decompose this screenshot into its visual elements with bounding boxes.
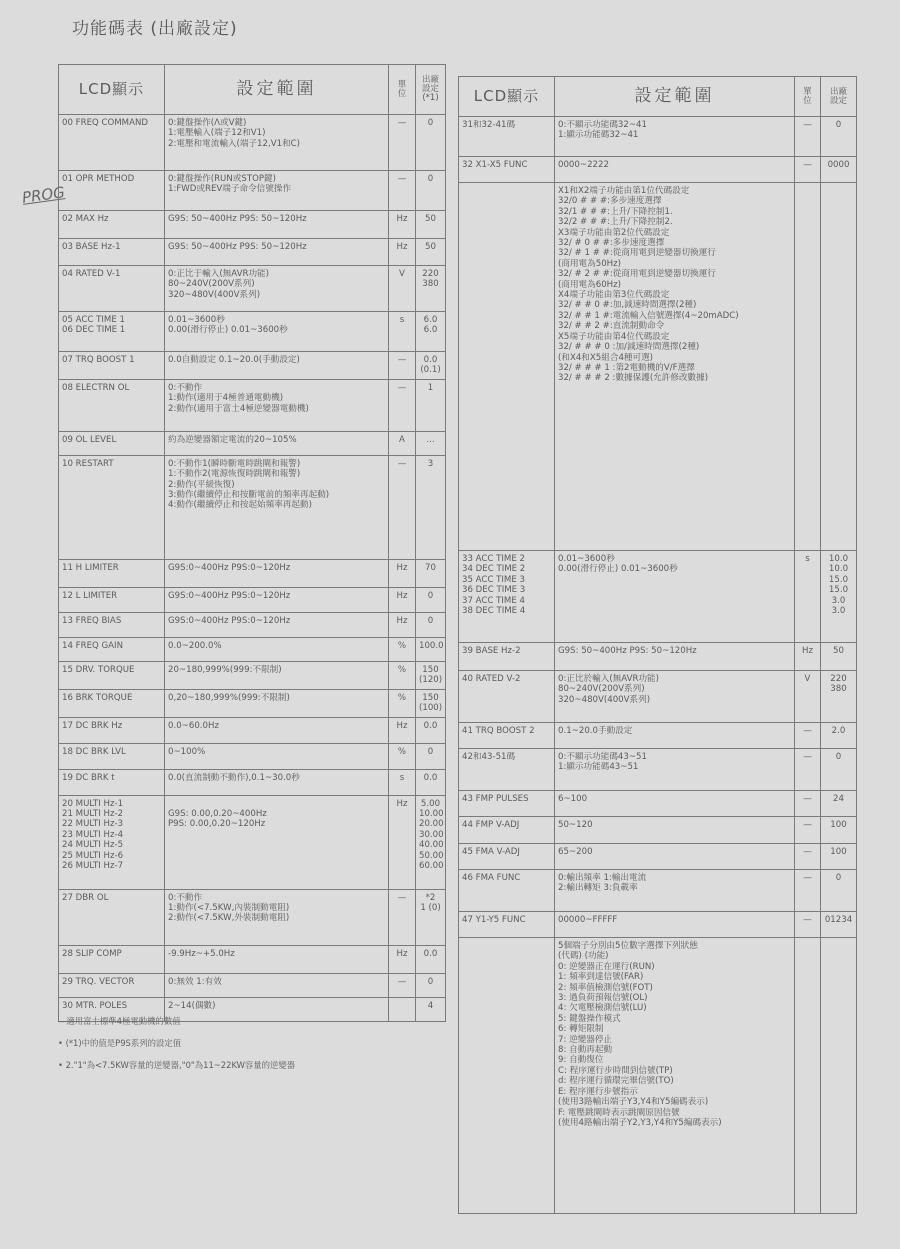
lcd-cell: 05 ACC TIME 1 06 DEC TIME 1 [59, 312, 165, 352]
lcd-cell: 12 L LIMITER [59, 587, 165, 612]
footnote: • (*1)中的值是P9S系列的設定值 [58, 1038, 182, 1048]
default-cell: 2.0 [821, 723, 857, 749]
unit-cell: — [795, 791, 821, 817]
lcd-cell [459, 183, 555, 551]
unit-cell: Hz [389, 795, 416, 889]
table-row [59, 945, 446, 973]
unit-cell: s [795, 551, 821, 643]
lcd-cell: 13 FREQ BIAS [59, 612, 165, 637]
default-cell: 0 [416, 171, 446, 211]
header-unit: 單 位 [795, 77, 821, 117]
lcd-cell: 47 Y1-Y5 FUNC [459, 912, 555, 938]
default-cell: 0.0 (0.1) [416, 352, 446, 380]
range-cell: 0.01~3600秒 0.00(滑行停止) 0.01~3600秒 [555, 551, 795, 643]
lcd-cell: 27 DBR OL [59, 889, 165, 945]
range-cell: G9S: 0.00,0.20~400Hz P9S: 0.00,0.20~120Hz [165, 795, 389, 889]
lcd-cell: 32 X1-X5 FUNC [459, 157, 555, 183]
default-cell [821, 938, 857, 1214]
table-row [459, 551, 857, 643]
unit-cell: — [389, 171, 416, 211]
table-row [59, 266, 446, 312]
table-row [59, 795, 446, 889]
table-row [459, 749, 857, 791]
table-row [459, 844, 857, 870]
range-cell: G9S: 50~400Hz P9S: 50~120Hz [555, 643, 795, 671]
lcd-cell: 11 H LIMITER [59, 559, 165, 587]
unit-cell: V [389, 266, 416, 312]
default-cell: 0 [821, 749, 857, 791]
table-row [459, 791, 857, 817]
range-cell: 00000~FFFFF [555, 912, 795, 938]
lcd-cell: 03 BASE Hz-1 [59, 239, 165, 266]
default-cell: 0 [821, 117, 857, 157]
range-cell: 0:不顯示功能碼32~41 1:顯示功能碼32~41 [555, 117, 795, 157]
lcd-cell: 17 DC BRK Hz [59, 717, 165, 743]
range-cell: 0:不動作 1:動作(<7.5KW,內裝制動電阻) 2:動作(<7.5KW,外裝制動電阻) [165, 889, 389, 945]
table-row [59, 171, 446, 211]
table-row [59, 455, 446, 559]
unit-cell: — [389, 455, 416, 559]
lcd-cell: 28 SLIP COMP [59, 945, 165, 973]
unit-cell: A [389, 431, 416, 455]
lcd-cell: 04 RATED V-1 [59, 266, 165, 312]
table-row [59, 587, 446, 612]
lcd-cell: 46 FMA FUNC [459, 870, 555, 912]
default-cell: 0.0 [416, 945, 446, 973]
default-cell: 0 [416, 587, 446, 612]
table-row [459, 671, 857, 723]
lcd-cell: 00 FREQ COMMAND [59, 115, 165, 171]
unit-cell: V [795, 671, 821, 723]
header-unit: 單 位 [389, 65, 416, 115]
default-cell: 5.00 10.00 20.00 30.00 40.00 50.00 60.00 [416, 795, 446, 889]
range-cell: 0:輸出頻率 1:輸出電流 2:輸出轉矩 3:負載率 [555, 870, 795, 912]
unit-cell: — [795, 817, 821, 844]
unit-cell [795, 938, 821, 1214]
range-cell: 0,20~180,999%(999:不限制) [165, 689, 389, 717]
page-title: 功能碼表 (出廠設定) [72, 19, 238, 39]
table-row [459, 817, 857, 844]
header-setting-range: 設定範圍 [165, 65, 389, 115]
table-row [59, 973, 446, 997]
table-row [459, 117, 857, 157]
lcd-cell: 33 ACC TIME 2 34 DEC TIME 2 35 ACC TIME 3 36 DEC TIME 3 37 ACC TIME 4 38 DEC TIME 4 [459, 551, 555, 643]
table-row [59, 661, 446, 689]
unit-cell: — [795, 844, 821, 870]
table-row [59, 612, 446, 637]
default-cell: 10.0 10.0 15.0 15.0 3.0 3.0 [821, 551, 857, 643]
range-cell: G9S: 50~400Hz P9S: 50~120Hz [165, 211, 389, 239]
table-row [59, 717, 446, 743]
range-cell: 0.0~60.0Hz [165, 717, 389, 743]
range-cell: -9.9Hz~+5.0Hz [165, 945, 389, 973]
lcd-cell: 29 TRQ. VECTOR [59, 973, 165, 997]
table-row [459, 643, 857, 671]
lcd-cell: 16 BRK TORQUE [59, 689, 165, 717]
unit-cell: Hz [389, 717, 416, 743]
unit-cell: Hz [389, 945, 416, 973]
range-cell: 約為逆變器額定電流的20~105% [165, 431, 389, 455]
range-cell: 0000~2222 [555, 157, 795, 183]
default-cell [821, 183, 857, 551]
default-cell: ... [416, 431, 446, 455]
default-cell: *2 1 (0) [416, 889, 446, 945]
default-cell: 1 [416, 379, 446, 431]
header-factory-default: 出廠 設定 (*1) [416, 65, 446, 115]
table-row [59, 637, 446, 661]
range-cell: G9S:0~400Hz P9S:0~120Hz [165, 587, 389, 612]
unit-cell: — [795, 157, 821, 183]
range-cell: 0:正比于輸入(無AVR功能) 80~240V(200V系列) 320~480V(400V系列) [165, 266, 389, 312]
range-cell: 0:正比於輸入(無AVR功能) 80~240V(200V系列) 320~480V(400V系列) [555, 671, 795, 723]
table-row [59, 769, 446, 795]
table-row [59, 559, 446, 587]
default-cell: 0 [416, 115, 446, 171]
default-cell: 01234 [821, 912, 857, 938]
range-cell: 0:不動作 1:動作(適用于4極普通電動機) 2:動作(適用于富士4極逆變器電動機) [165, 379, 389, 431]
unit-cell: s [389, 312, 416, 352]
unit-cell: % [389, 743, 416, 769]
table-row [459, 723, 857, 749]
table-row [59, 889, 446, 945]
footnote: • 2."1"為<7.5KW容量的逆變器,"0"為11~22KW容量的逆變器 [58, 1060, 296, 1070]
default-cell: 6.0 6.0 [416, 312, 446, 352]
lcd-cell: 40 RATED V-2 [459, 671, 555, 723]
lcd-cell: 45 FMA V-ADJ [459, 844, 555, 870]
default-cell: 3 [416, 455, 446, 559]
default-cell: 150 (120) [416, 661, 446, 689]
lcd-cell: 01 OPR METHOD [59, 171, 165, 211]
default-cell: 100 [821, 817, 857, 844]
footnotes [58, 1014, 458, 1080]
unit-cell: % [389, 661, 416, 689]
unit-cell: s [389, 769, 416, 795]
header-setting-range: 設定範圍 [555, 77, 795, 117]
unit-cell: Hz [389, 239, 416, 266]
range-cell: 0:鍵盤操作(ᐱ或ᐯ鍵) 1:電壓輸入(端子12和V1) 2:電壓和電流輸入(端子12,V1和C) [165, 115, 389, 171]
default-cell: 4 [416, 997, 446, 1021]
unit-cell: — [389, 889, 416, 945]
default-cell: 50 [821, 643, 857, 671]
default-cell: 0 [416, 973, 446, 997]
default-cell: 220 380 [821, 671, 857, 723]
default-cell: 0000 [821, 157, 857, 183]
unit-cell: — [389, 973, 416, 997]
unit-cell: — [795, 912, 821, 938]
range-cell: 0:不動作1(瞬時斷電時跳閘和報警) 1:不動作2(電源恢復時跳閘和報警) 2:動作(平緩恢復) 3:動作(繼續停止和按斷電前的頻率再起動) 4:動作(繼續停止和按起始頻率再起動) [165, 455, 389, 559]
unit-cell: Hz [795, 643, 821, 671]
range-cell: 50~120 [555, 817, 795, 844]
default-cell: 0 [821, 870, 857, 912]
table-row [59, 743, 446, 769]
default-cell: 0.0 [416, 717, 446, 743]
footnote: —適用富士標準4極電動機的數值 [58, 1016, 181, 1026]
lcd-cell: 31和32-41碼 [459, 117, 555, 157]
range-cell: G9S:0~400Hz P9S:0~120Hz [165, 559, 389, 587]
unit-cell: — [795, 723, 821, 749]
lcd-cell: 10 RESTART [59, 455, 165, 559]
lcd-cell: 14 FREQ GAIN [59, 637, 165, 661]
lcd-cell: 07 TRQ BOOST 1 [59, 352, 165, 380]
table-row [59, 115, 446, 171]
table-row [459, 183, 857, 551]
handwritten-margin-note: PROG [20, 183, 66, 207]
range-cell: 6~100 [555, 791, 795, 817]
range-cell: X1和X2端子功能由第1位代碼設定 32/0 # # #:多步速度選擇 32/1 # # #:上升/下降控制1. 32/2 # # #:上升/下降控制2. X3端子功能由第2位代碼設定 32/ # 0 # #:多步速度選擇 32/ # 1 # #:從商用電到逆變器切換運行 (商用電為50Hz) 32/ # 2 # #:從商用電到逆變器切換運行 (商用電為60Hz) X4端子功能由第3位代碼設定 32/ # # 0 #:加,減速時間選擇(2種) 32/ # # 1 #:電流輸入信號選擇(4~20mADC) 32/ # # 2 #:直流制動命令 X5端子功能由第4位代碼設定 32/ # # # 0 :加/減速時間選擇(2種) (和X4和X5組合4種可選) 32/ # # # 1 :第2電動機的V/F選擇 32/ # # # 2 :數據保護(允許修改數據) [555, 183, 795, 551]
unit-cell: — [389, 115, 416, 171]
lcd-cell: 30 MTR. POLES [59, 997, 165, 1021]
table-row [59, 431, 446, 455]
default-cell: 100 [821, 844, 857, 870]
table-row [59, 689, 446, 717]
function-code-table-left [58, 64, 446, 1022]
range-cell: 2~14(偶數) [165, 997, 389, 1021]
default-cell: 70 [416, 559, 446, 587]
table-row [459, 912, 857, 938]
lcd-cell: 41 TRQ BOOST 2 [459, 723, 555, 749]
unit-cell: Hz [389, 612, 416, 637]
range-cell: 0.0自動設定 0.1~20.0(手動設定) [165, 352, 389, 380]
lcd-cell: 02 MAX Hz [59, 211, 165, 239]
range-cell: 0:不顯示功能碼43~51 1:顯示功能碼43~51 [555, 749, 795, 791]
table-row [459, 938, 857, 1214]
unit-cell: — [795, 870, 821, 912]
header-factory-default: 出廠 設定 [821, 77, 857, 117]
range-cell: 0.1~20.0手動設定 [555, 723, 795, 749]
unit-cell: Hz [389, 587, 416, 612]
unit-cell: Hz [389, 211, 416, 239]
range-cell: 5個端子分別由5位數字選擇下列狀態 (代碼) (功能) 0: 逆變器正在運行(RUN) 1: 頻率到達信號(FAR) 2: 頻率值檢測信號(FOT) 3: 過負荷預報信號(OL) 4: 欠電壓檢測信號(LU) 5: 鍵盤操作模式 6: 轉矩限制 7: 逆變器停止 8: 自動再起動 9: 自動復位 C: 程序運行步時間到信號(TP) d: 程序運行循環完畢信號(TO) E: 程序運行步號指示 (使用3路輸出端子Y3,Y4和Y5編碼表示) F: 電壓跳閘時表示跳閘原因信號 (使用4路輸出端子Y2,Y3,Y4和Y5編碼表示) [555, 938, 795, 1214]
range-cell: 0.0~200.0% [165, 637, 389, 661]
table-row [59, 211, 446, 239]
range-cell: 0~100% [165, 743, 389, 769]
table-row [459, 157, 857, 183]
table-row [59, 239, 446, 266]
unit-cell: % [389, 689, 416, 717]
lcd-cell: 39 BASE Hz-2 [459, 643, 555, 671]
table-row [459, 870, 857, 912]
unit-cell [795, 183, 821, 551]
table-row [59, 379, 446, 431]
range-cell: 0.01~3600秒 0.00(滑行停止) 0.01~3600秒 [165, 312, 389, 352]
range-cell: 0:無效 1:有效 [165, 973, 389, 997]
lcd-cell: 08 ELECTRN OL [59, 379, 165, 431]
lcd-cell: 43 FMP PULSES [459, 791, 555, 817]
default-cell: 24 [821, 791, 857, 817]
lcd-cell: 15 DRV. TORQUE [59, 661, 165, 689]
default-cell: 0 [416, 743, 446, 769]
default-cell: 100.0 [416, 637, 446, 661]
header-lcd-display: LCD顯示 [459, 77, 555, 117]
function-code-table-right [458, 76, 857, 1214]
table-row [59, 312, 446, 352]
default-cell: 50 [416, 239, 446, 266]
header-lcd-display: LCD顯示 [59, 65, 165, 115]
lcd-cell: 42和43-51碼 [459, 749, 555, 791]
lcd-cell: 20 MULTI Hz-1 21 MULTI Hz-2 22 MULTI Hz-3 23 MULTI Hz-4 24 MULTI Hz-5 25 MULTI Hz-6 26 MULTI Hz-7 [59, 795, 165, 889]
lcd-cell: 19 DC BRK t [59, 769, 165, 795]
lcd-cell: 44 FMP V-ADJ [459, 817, 555, 844]
default-cell: 150 (100) [416, 689, 446, 717]
range-cell: 65~200 [555, 844, 795, 870]
unit-cell: — [389, 379, 416, 431]
range-cell: 0.0(直流制動不動作),0.1~30.0秒 [165, 769, 389, 795]
lcd-cell: 09 OL LEVEL [59, 431, 165, 455]
unit-cell: Hz [389, 559, 416, 587]
unit-cell: % [389, 637, 416, 661]
range-cell: 0:鍵盤操作(RUN或STOP鍵) 1:FWD或REV端子命令信號操作 [165, 171, 389, 211]
lcd-cell [459, 938, 555, 1214]
default-cell: 0.0 [416, 769, 446, 795]
unit-cell: — [795, 117, 821, 157]
default-cell: 50 [416, 211, 446, 239]
default-cell: 0 [416, 612, 446, 637]
default-cell: 220 380 [416, 266, 446, 312]
range-cell: 20~180,999%(999:不限制) [165, 661, 389, 689]
table-row [59, 352, 446, 380]
range-cell: G9S:0~400Hz P9S:0~120Hz [165, 612, 389, 637]
lcd-cell: 18 DC BRK LVL [59, 743, 165, 769]
range-cell: G9S: 50~400Hz P9S: 50~120Hz [165, 239, 389, 266]
unit-cell: — [389, 352, 416, 380]
unit-cell: — [795, 749, 821, 791]
